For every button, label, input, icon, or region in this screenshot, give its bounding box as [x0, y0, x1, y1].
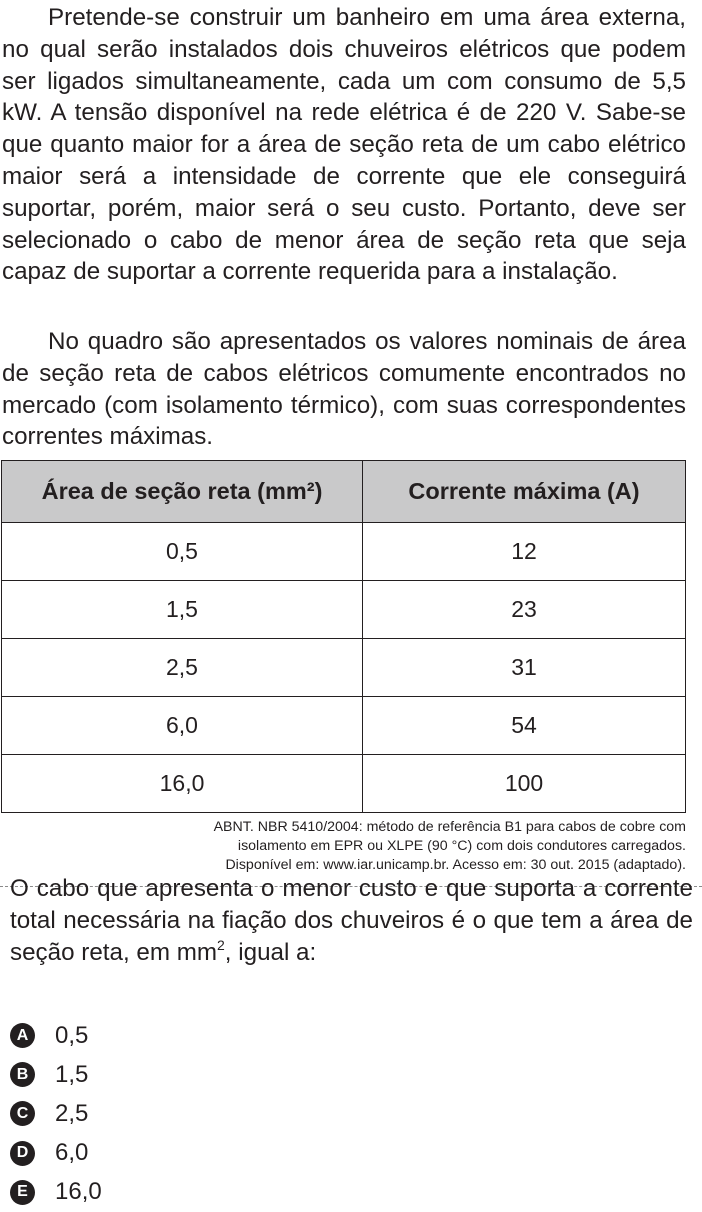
cell-current: 12: [363, 523, 686, 581]
cell-area: 2,5: [2, 639, 363, 697]
table-row: [2, 697, 686, 755]
option-text-b: 1,5: [55, 1060, 89, 1088]
cell-area: 16,0: [2, 755, 363, 813]
option-letter-d: D: [10, 1141, 35, 1166]
table-row: [2, 639, 686, 697]
cell-current: 100: [363, 755, 686, 813]
option-text-c: 2,5: [55, 1099, 89, 1127]
table-row: [2, 755, 686, 813]
option-text-d: 6,0: [55, 1139, 89, 1167]
cell-area: 6,0: [2, 697, 363, 755]
table-row: [2, 581, 686, 639]
cell-current: 31: [363, 639, 686, 697]
option-letter-c: C: [10, 1101, 35, 1126]
cell-current: 23: [363, 581, 686, 639]
table-row: [2, 523, 686, 581]
source-citation: [86, 818, 686, 876]
option-e[interactable]: [10, 1173, 102, 1212]
option-c[interactable]: [10, 1094, 102, 1133]
table-header-row: [2, 461, 686, 523]
question-main: O cabo que apresenta o menor custo e que suporta a corrente total necessária na fiação dos chuveiros é o que tem a área de seção reta, em mm: [10, 875, 693, 966]
cell-area: 0,5: [2, 523, 363, 581]
option-d[interactable]: [10, 1134, 102, 1173]
option-letter-e: E: [10, 1180, 35, 1205]
header-area: Área de seção reta (mm²): [2, 461, 363, 523]
cable-table: [1, 460, 686, 813]
option-text-a: 0,5: [55, 1021, 89, 1049]
question-end: , igual a:: [224, 938, 317, 966]
cell-current: 54: [363, 697, 686, 755]
source-line-3: Disponível em: www.iar.unicamp.br. Acesso em: 30 out. 2015 (adaptado).: [225, 857, 686, 874]
source-line-1: ABNT. NBR 5410/2004: método de referência B1 para cabos de cobre com: [213, 819, 686, 835]
option-b[interactable]: [10, 1055, 102, 1094]
statement-paragraph-1: Pretende-se construir um banheiro em uma área externa, no qual serão instalados dois chuveiros elétricos que podem ser ligados simultaneamente, cada um com consumo de 5,5 kW. A tensão disponível na rede elétrica é de 220 V. Sabe-se que quanto maior for a área de seção reta de um cabo elétrico maior será a intensidade de corrente que ele conseguirá suportar, porém, maior será o seu custo. Portanto, deve ser selecionado o cabo de menor área de seção reta que seja capaz de suportar a corrente requerida para a instalação.: [2, 4, 686, 286]
cell-area: 1,5: [2, 581, 363, 639]
question-text: [10, 873, 693, 968]
option-text-e: 16,0: [55, 1178, 102, 1206]
option-a[interactable]: [10, 1016, 102, 1055]
source-line-2: isolamento em EPR ou XLPE (90 °C) com dois condutores carregados.: [237, 838, 686, 855]
header-current: Corrente máxima (A): [363, 461, 686, 523]
question-superscript: 2: [217, 936, 225, 953]
answer-options: [10, 1016, 102, 1212]
option-letter-a: A: [10, 1023, 35, 1048]
option-letter-b: B: [10, 1062, 35, 1087]
statement-paragraph-2: No quadro são apresentados os valores nominais de área de seção reta de cabos elétricos comumente encontrados no mercado (com isolamento térmico), com suas correspondentes correntes máximas.: [2, 328, 686, 451]
